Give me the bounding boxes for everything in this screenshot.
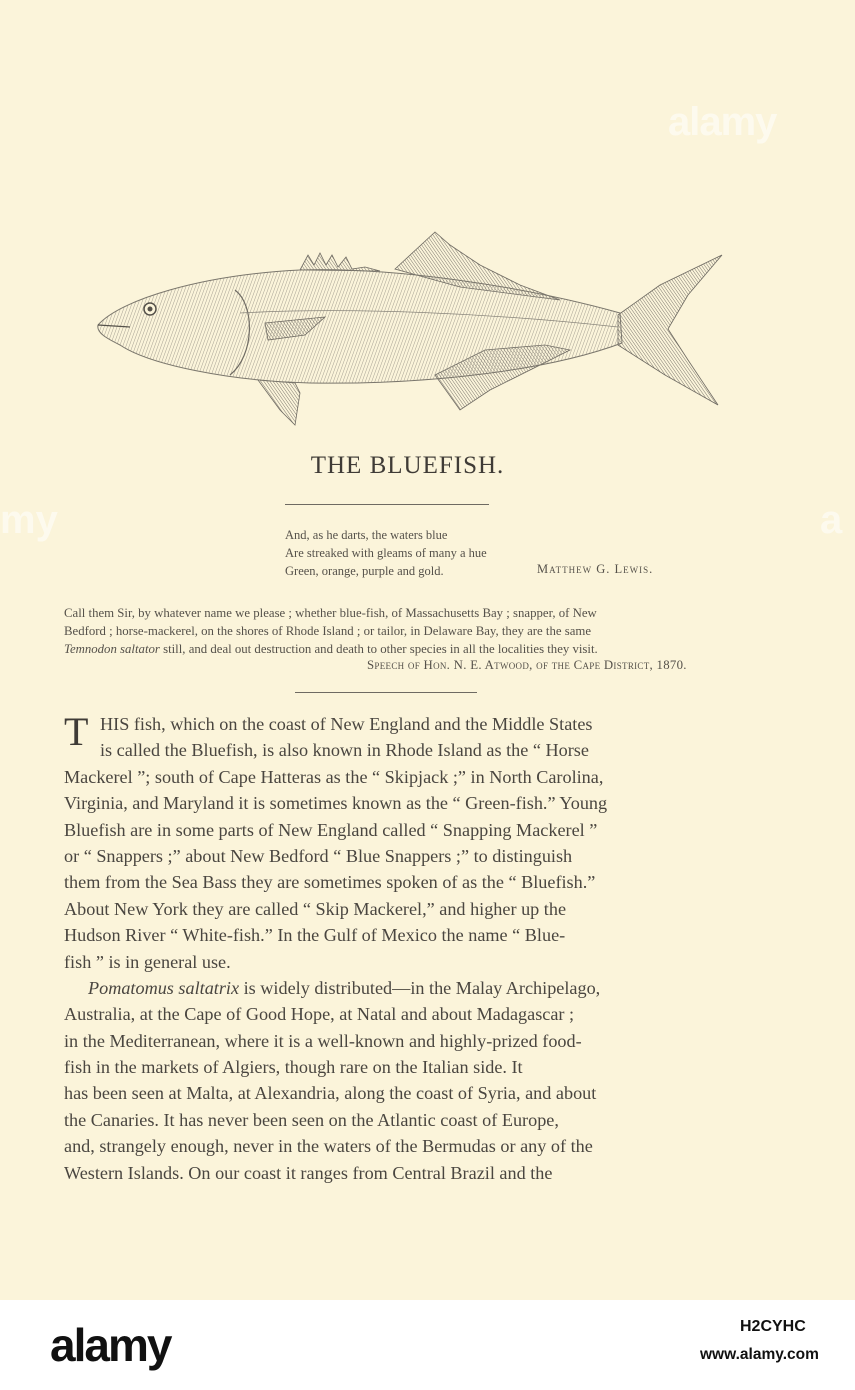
body-line: Bluefish are in some parts of New England called “ Snapping Mackerel ”	[64, 819, 598, 840]
divider-rule	[295, 692, 477, 693]
quote-attribution: Speech of Hon. N. E. Atwood, of the Cape District, 1870.	[367, 658, 687, 672]
body-text	[64, 711, 750, 1186]
chapter-title: THE BLUEFISH.	[310, 452, 505, 479]
body-line: in the Mediterranean, where it is a well-known and highly-prized food-	[64, 1030, 582, 1051]
watermark-right: a	[820, 498, 843, 542]
body-line: or “ Snappers ;” about New Bedford “ Blue Snappers ;” to distinguish	[64, 845, 573, 866]
divider-rule	[285, 504, 489, 505]
quote-line: Call them Sir, by whatever name we please ; whether blue-fish, of Massachusetts Bay ; snapper, of New	[64, 606, 597, 620]
body-line: fish in the markets of Algiers, though rare on the Italian side. It	[64, 1057, 523, 1078]
body-line: fish ” is in general use.	[64, 951, 231, 972]
quote-line	[64, 640, 752, 658]
body-line	[64, 975, 750, 1001]
watermark-top: alamy	[668, 100, 777, 144]
drop-cap: T	[64, 709, 89, 754]
verse-author: Matthew G. Lewis.	[537, 562, 654, 576]
body-line: Hudson River “ White-fish.” In the Gulf of Mexico the name “ Blue-	[64, 925, 566, 946]
watermark-left: my	[0, 498, 58, 542]
body-line: About New York they are called “ Skip Mackerel,” and higher up the	[64, 898, 567, 919]
body-line: and, strangely enough, never in the waters of the Bermudas or any of the	[64, 1136, 593, 1157]
body-line: HIS fish, which on the coast of New England and the Middle States	[100, 714, 593, 734]
body-line: is called the Bluefish, is also known in Rhode Island as the “ Horse	[100, 740, 589, 761]
image-id: H2CYHC	[740, 1318, 806, 1335]
body-line: has been seen at Malta, at Alexandria, along the coast of Syria, and about	[64, 1083, 597, 1104]
epigraph-verse	[285, 526, 487, 580]
body-line: Australia, at the Cape of Good Hope, at Natal and about Madagascar ;	[64, 1004, 575, 1025]
quote-line: Bedford ; horse-mackerel, on the shores of Rhode Island ; or tailor, in Delaware Bay, they are the same	[64, 624, 592, 638]
quote-species-name: Temnodon saltator	[64, 642, 160, 656]
body-line: the Canaries. It has never been seen on the Atlantic coast of Europe,	[64, 1109, 559, 1130]
body-line: Virginia, and Maryland it is sometimes known as the “ Green-fish.” Young	[64, 793, 608, 814]
body-line: Mackerel ”; south of Cape Hatteras as the “ Skipjack ;” in North Carolina,	[64, 766, 604, 787]
body-line: them from the Sea Bass they are sometimes spoken of as the “ Bluefish.”	[64, 872, 596, 893]
bluefish-illustration-icon	[90, 225, 730, 440]
verse-line: Are streaked with gleams of many a hue	[285, 546, 487, 560]
epigraph-quote	[64, 604, 752, 658]
verse-line: Green, orange, purple and gold.	[285, 564, 444, 578]
quote-line-rest: still, and deal out destruction and death to other species in all the localities they visit.	[159, 642, 598, 656]
verse-line: And, as he darts, the waters blue	[285, 528, 448, 542]
brand-logo: alamy	[50, 1319, 171, 1371]
body-line: Western Islands. On our coast it ranges from Central Brazil and the	[64, 1162, 553, 1183]
site-url: www.alamy.com	[700, 1346, 819, 1363]
species-name: Pomatomus saltatrix	[88, 977, 240, 998]
body-line-rest: is widely distributed—in the Malay Archipelago,	[239, 977, 601, 998]
